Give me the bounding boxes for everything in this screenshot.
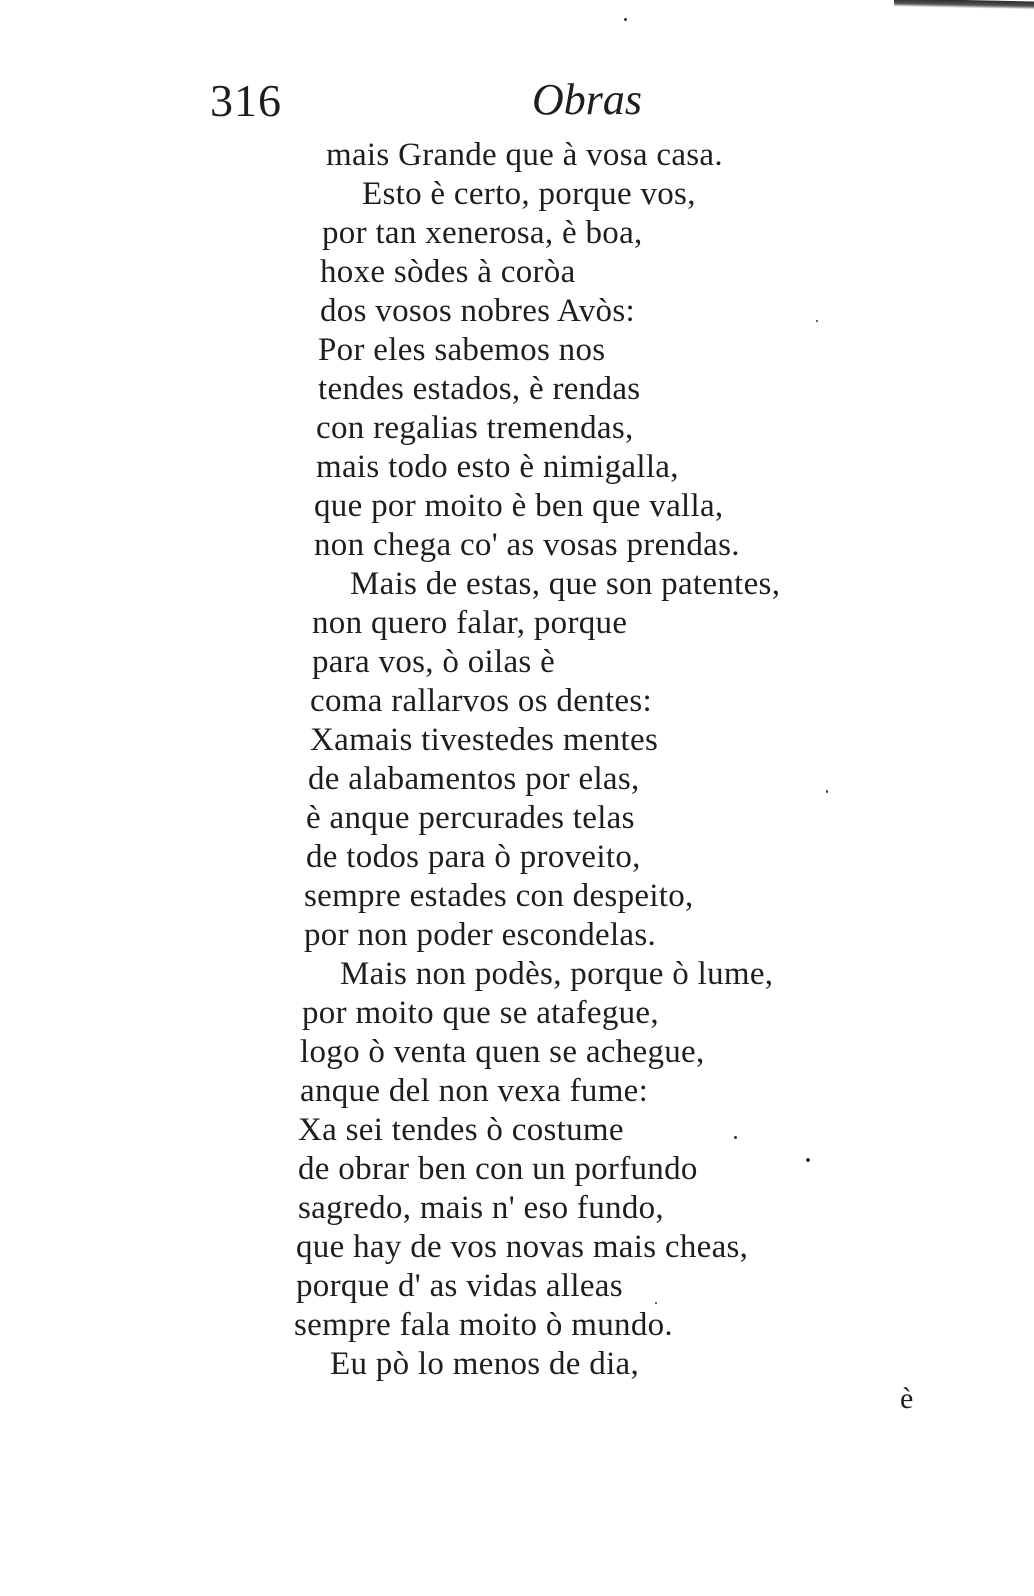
verse-line: sagredo, mais n' eso fundo, [298,1190,664,1226]
verse-line: mais todo esto è nimigalla, [316,449,679,485]
verse-line: mais Grande que à vosa casa. [326,137,723,173]
verse-line: de obrar ben con un porfundo [298,1151,698,1187]
verse-line: por non poder escondelas. [304,917,657,953]
page-number: 316 [210,75,282,126]
verse-line: coma rallarvos os dentes: [310,683,652,719]
verse-line: de alabamentos por elas, [308,761,640,797]
verse-line: tendes estados, è rendas [318,371,641,407]
verse-line: de todos para ò proveito, [306,839,641,875]
ink-speck [734,1136,737,1139]
verse-line: que hay de vos novas mais cheas, [296,1229,749,1265]
verse-line: Por eles sabemos nos [318,332,606,368]
verse-line: que por moito è ben que valla, [314,488,724,524]
ink-speck [806,1158,810,1162]
verse-line: porque d' as vidas alleas [296,1268,623,1304]
verse-line: Xamais tivestedes mentes [310,722,659,758]
ink-speck [816,320,818,322]
verse-line: sempre fala moito ò mundo. [294,1307,673,1343]
verse-line: non chega co' as vosas prendas. [314,527,740,563]
verse-line: por tan xenerosa, è boa, [322,215,643,251]
verse-line: logo ò venta quen se achegue, [300,1034,705,1070]
ink-speck [826,790,828,793]
ink-speck [624,18,627,21]
verse-line: anque del non vexa fume: [300,1073,649,1109]
verse-line: hoxe sòdes à coròa [320,254,576,290]
verse-line: con regalias tremendas, [316,410,634,446]
catchword: è [900,1382,914,1415]
verse-line: è anque percurades telas [306,800,635,836]
ink-speck [655,1302,657,1304]
verse-line: Xa sei tendes ò costume [298,1112,624,1148]
verse-line: Mais non podès, porque ò lume, [340,956,774,992]
verse-line: non quero falar, porque [312,605,628,641]
verse-line: para vos, ò oilas è [312,644,556,680]
verse-line: Eu pò lo menos de dia, [330,1346,640,1382]
verse-line: dos vosos nobres Avòs: [320,293,635,329]
verse-line: sempre estades con despeito, [304,878,694,914]
verse-line: Mais de estas, que son patentes, [350,566,781,602]
verse-line: por moito que se atafegue, [302,995,659,1031]
verse-line: Esto è certo, porque vos, [362,176,696,212]
running-title: Obras [532,75,643,124]
